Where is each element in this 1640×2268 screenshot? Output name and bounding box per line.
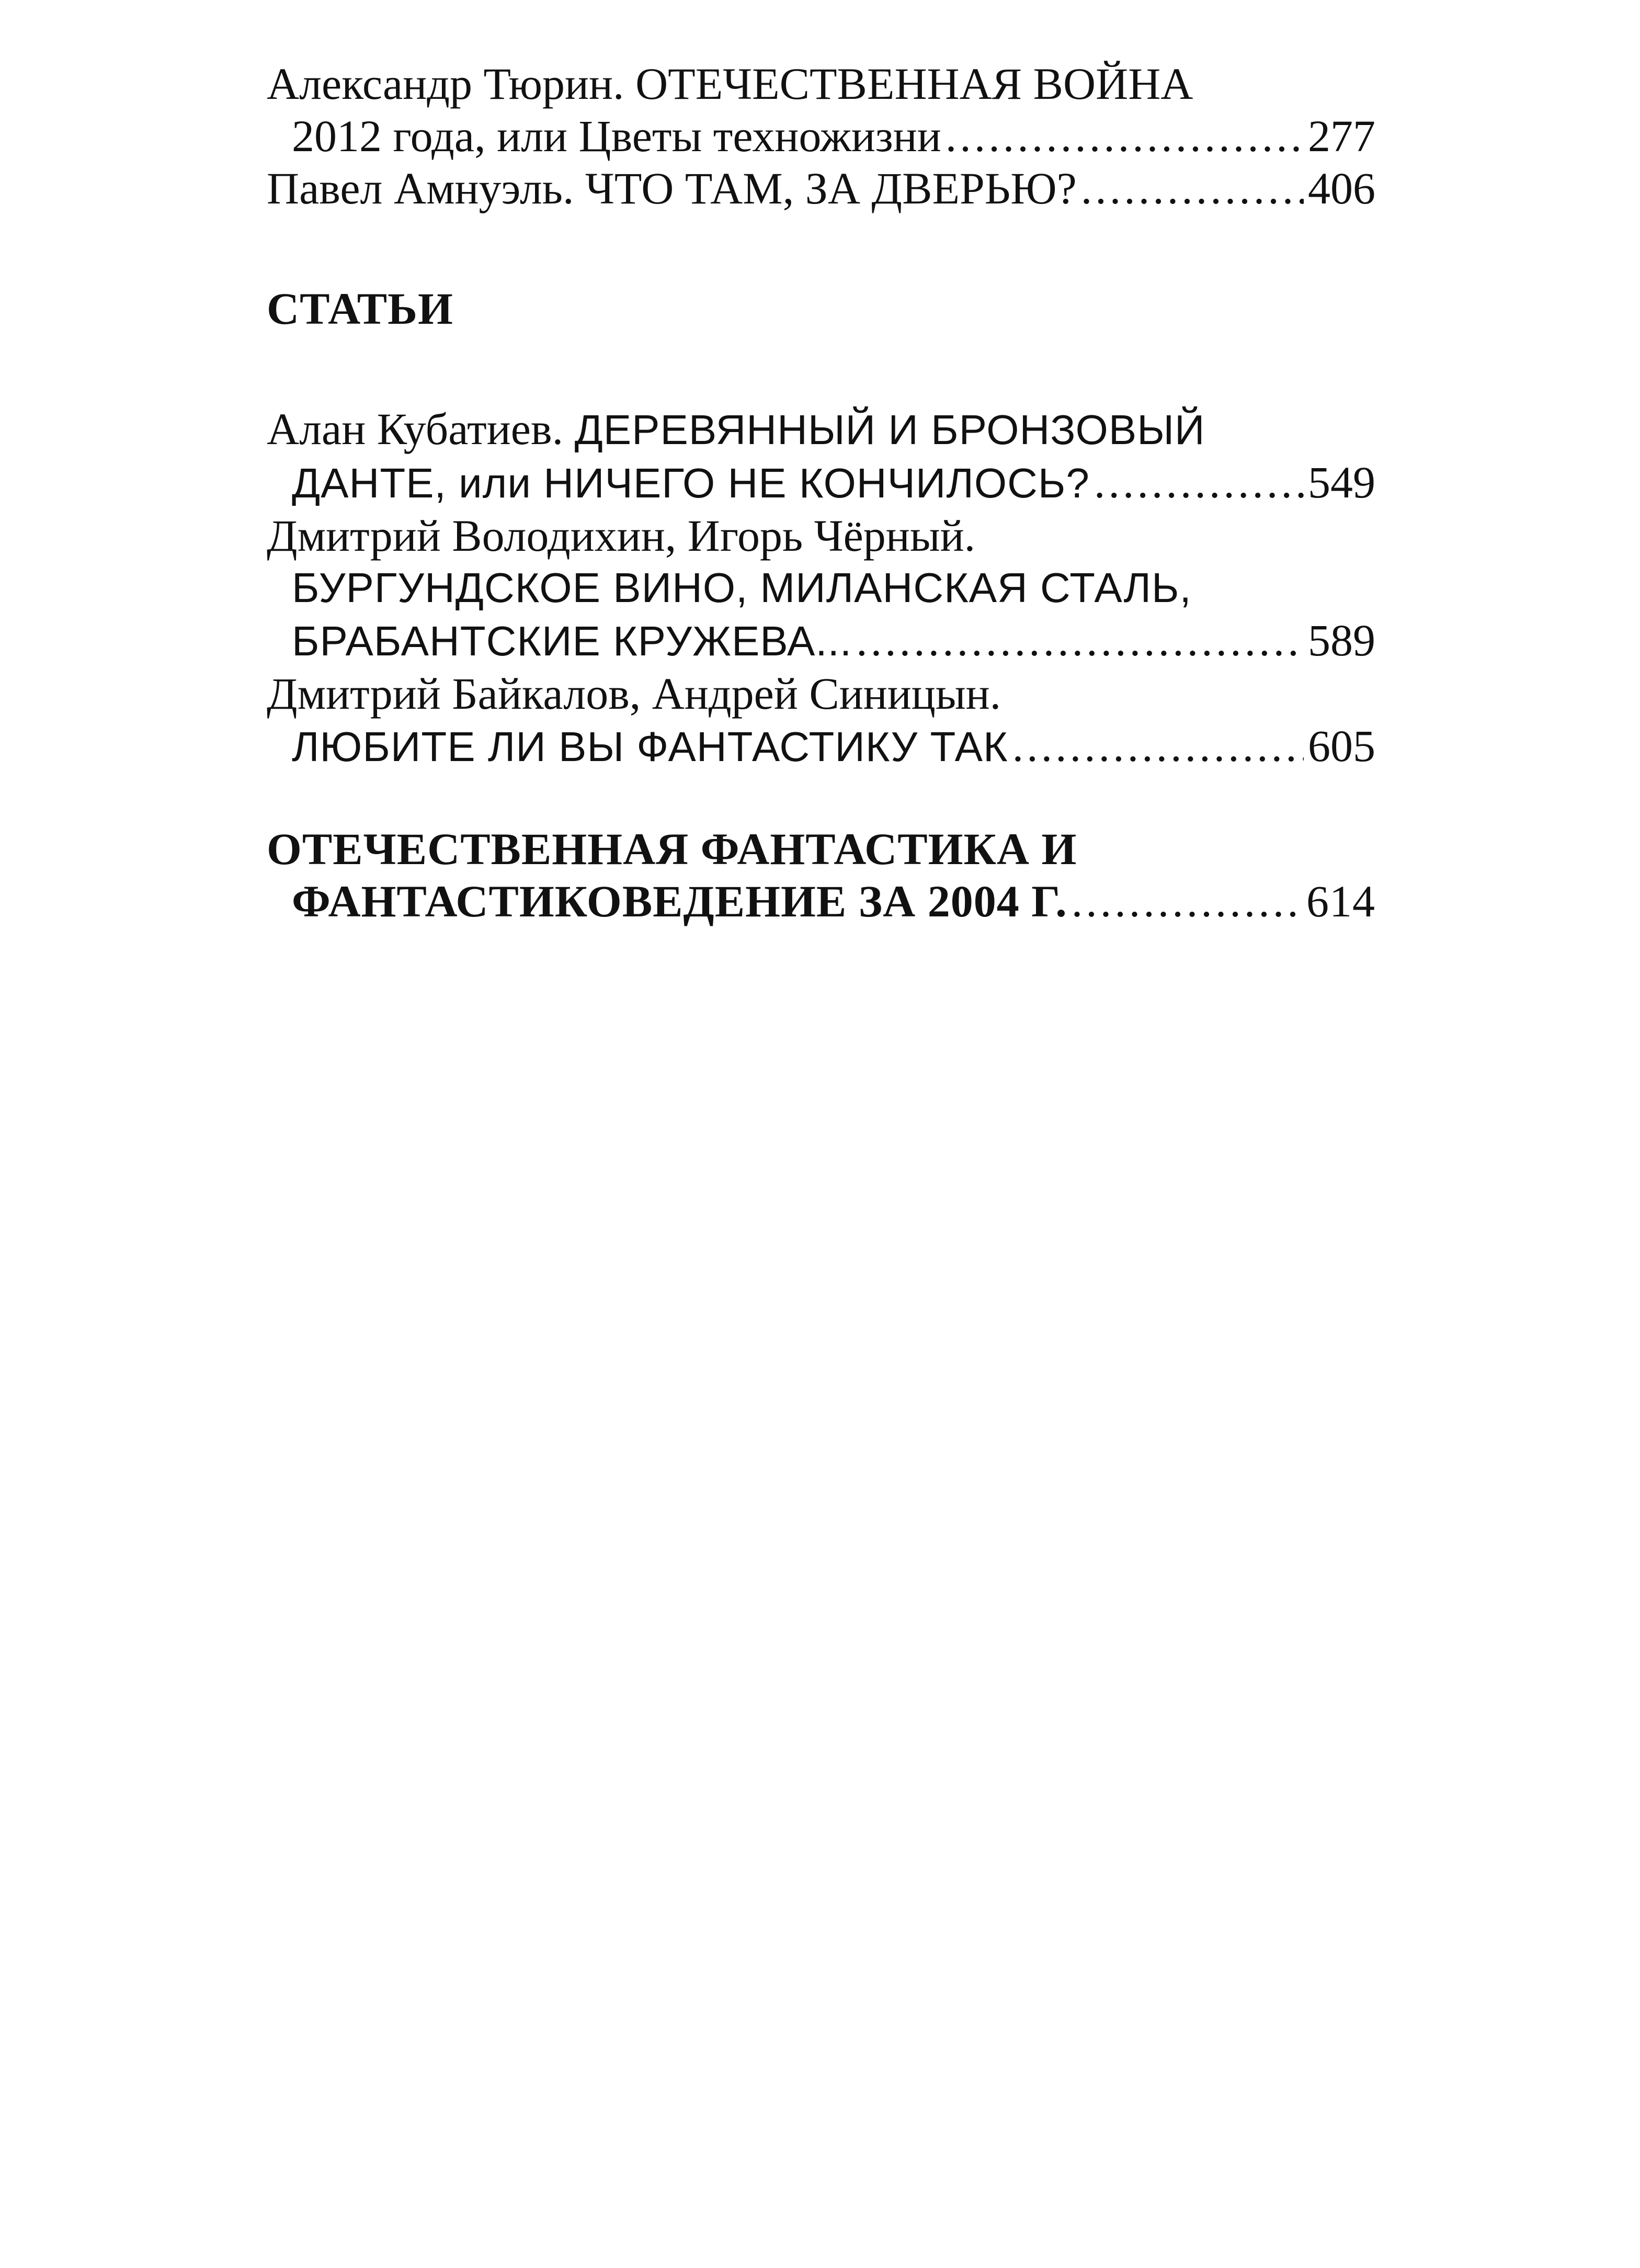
entry-author: Павел Амнуэль.	[267, 163, 574, 213]
page-number: 614	[1306, 876, 1375, 926]
entry-title-continued: БРАБАНТСКИЕ КРУЖЕВА...	[292, 618, 852, 664]
page-number: 277	[1308, 111, 1375, 161]
dot-leader	[1081, 162, 1304, 214]
toc-entry-baikalov	[267, 667, 1375, 773]
entry-author: Дмитрий Байкалов, Андрей Синицын.	[267, 668, 1001, 719]
entry-title: ЛЮБИТЕ ЛИ ВЫ ФАНТАСТИКУ ТАК	[292, 723, 1008, 770]
entry-title-continued: 2012 года, или Цветы техножизни	[292, 111, 941, 161]
section-heading-line1: ОТЕЧЕСТВЕННАЯ ФАНТАСТИКА И	[267, 824, 1077, 874]
entry-title: ОТЕЧЕСТВЕННАЯ ВОЙНА	[635, 59, 1193, 109]
entry-author: Александр Тюрин.	[267, 59, 624, 109]
toc-entry-turin-line2	[267, 110, 1375, 162]
toc-entry-volodikhin-line3	[267, 614, 1375, 667]
toc-entry-volodikhin	[267, 509, 1375, 667]
section-heading-line2	[267, 875, 1375, 927]
toc-entry-turin	[267, 58, 1375, 162]
section-heading-articles: СТАТЬИ	[267, 284, 453, 334]
dot-leader	[1072, 875, 1302, 927]
toc-entry-amnuel-line1	[267, 162, 1375, 214]
toc-entry-baikalov-line2	[267, 720, 1375, 773]
dot-leader	[1012, 720, 1304, 772]
entry-title: ЧТО ТАМ, ЗА ДВЕРЬЮ?	[585, 163, 1077, 213]
dot-leader	[946, 110, 1304, 162]
page-number: 549	[1308, 457, 1375, 507]
dot-leader	[856, 614, 1304, 666]
toc-entry-kubatiev	[267, 403, 1375, 509]
toc-entry-turin-line1	[267, 58, 1375, 110]
entry-title-continued: ДАНТЕ, или НИЧЕГО НЕ КОНЧИЛОСЬ?	[292, 460, 1090, 506]
entry-author: Дмитрий Володихин, Игорь Чёрный.	[267, 511, 976, 561]
section-heading-continued: ФАНТАСТИКОВЕДЕНИЕ ЗА 2004 Г.	[292, 876, 1067, 926]
entry-title: БУРГУНДСКОЕ ВИНО, МИЛАНСКАЯ СТАЛЬ,	[292, 564, 1192, 611]
dot-leader	[1094, 456, 1304, 508]
toc-entry-amnuel	[267, 162, 1375, 214]
section-heading-bibliography	[267, 823, 1375, 927]
page-number: 406	[1308, 163, 1375, 213]
table-of-contents	[267, 58, 1375, 927]
page-number: 605	[1308, 721, 1375, 771]
entry-title: ДЕРЕВЯННЫЙ И БРОНЗОВЫЙ	[574, 406, 1205, 453]
toc-entry-kubatiev-line1	[267, 403, 1375, 456]
toc-entry-kubatiev-line2	[267, 456, 1375, 509]
entry-author: Алан Кубатиев.	[267, 404, 564, 454]
page-number: 589	[1308, 615, 1375, 665]
